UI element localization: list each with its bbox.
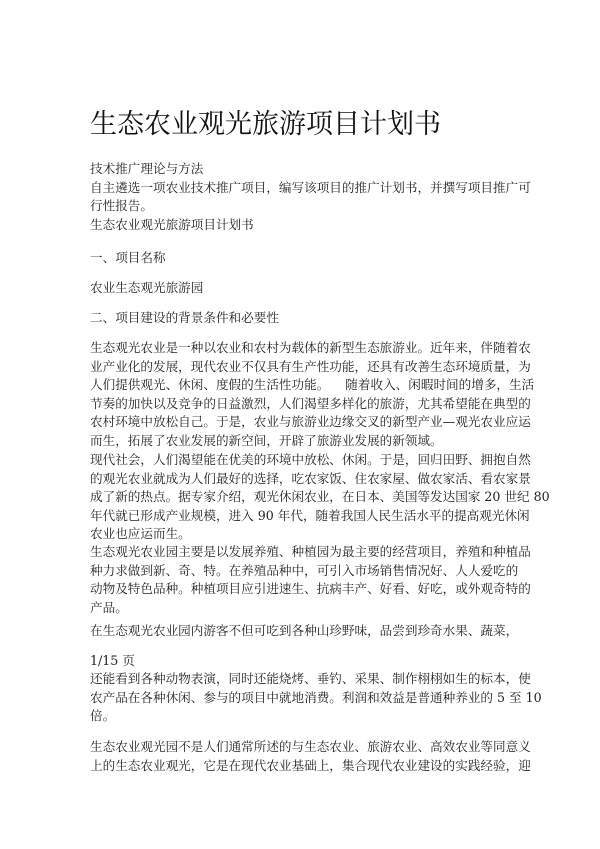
intro-line: 生态农业观光旅游项目计划书: [90, 216, 254, 232]
section-heading: [90, 249, 520, 268]
project-name: 农业生态观光旅游园: [90, 280, 204, 295]
intro-block: [90, 160, 531, 234]
paragraph-line: 现代社会，人们渴望能在优美的环境中放松、休闲。于是，回归田野、拥抱自然: [90, 452, 531, 467]
paragraph-line: 成了新的热点。据专家介绍，观光休闲农业，在日本、美国等发达国家 20 世纪 80: [90, 489, 550, 504]
intro-line: 行性报告。: [90, 198, 153, 213]
intro-line: 技术推广理论与方法: [90, 161, 204, 176]
paragraph-line: 农业也应运而生。: [90, 526, 191, 541]
paragraph-4: [90, 622, 520, 641]
section-2-heading: 二、项目建设的背景条件和必要性: [90, 310, 279, 325]
intro-line: 自主遴选一项农业技术推广项目，编写该项目的推广计划书，并撰写项目推广可: [90, 179, 531, 195]
paragraph-line: 还能看到各种动物表演，同时还能烧烤、垂钓、采果、制作栩栩如生的标本，使: [90, 671, 531, 686]
paragraph-line: 业产业化的发展，现代农业不仅具有生产性功能，还具有改善生态环境质量，为: [90, 358, 531, 374]
paragraph-line: 农产品在各种休闲、参与的项目中就地消费。利润和效益是普通种养业的 5 至 10: [90, 689, 542, 705]
paragraph-line: 倍。: [90, 708, 116, 723]
paragraph-line: 农村环境中放松自己。于是，农业与旅游业边缘交叉的新型产业—观光农业应运: [90, 414, 531, 429]
paragraph-line: 生态观光农业是一种以农业和农村为载体的新型生态旅游业。近年来，伴随着农: [90, 340, 531, 355]
paragraph-6: [90, 738, 531, 775]
section-1-heading: 一、项目名称: [90, 250, 166, 265]
paragraph-line: 产品。: [90, 599, 128, 615]
paragraph-1: [90, 339, 535, 450]
page-number: 1/15 页: [90, 653, 135, 668]
project-name-block: [90, 279, 520, 298]
paragraph-line: 人们提供观光、休闲、度假的生活性功能。 随着收入、闲暇时间的增多，生活: [90, 377, 535, 392]
paragraph-line: 种力求做到新、奇、特。在养殖品种中，可引入市场销售情况好、人人爱吃的: [90, 562, 519, 578]
paragraph-line: 节奏的加快以及竞争的日益激烈，人们渴望多样化的旅游，尤其希望能在典型的: [90, 395, 531, 411]
document-title: 生态农业观光旅游项目计划书: [90, 109, 441, 140]
paragraph-line: 而生，拓展了农业发展的新空间，开辟了旅游业发展的新领域。: [90, 432, 443, 448]
paragraph-line: 在生态观光农业园内游客不但可吃到各种山珍野味，品尝到珍奇水果、蔬菜，: [90, 623, 519, 638]
paragraph-line: 年代就已形成产业规模，进入 90 年代，随着我国人民生活水平的提高观光休闲: [90, 507, 530, 523]
paragraph-5: [90, 670, 542, 726]
paragraph-line: 的观光农业就成为人们最好的选择，吃农家饭、住农家屋、做农家活、看农家景: [90, 470, 531, 486]
page-number-block: [90, 652, 520, 671]
paragraph-line: 生态观光农业园主要是以发展养殖、种植园为最主要的经营项目，养殖和种植品: [90, 544, 531, 559]
paragraph-line: 生态农业观光园不是人们通常所述的与生态农业、旅游农业、高效农业等同意义: [90, 739, 531, 754]
paragraph-line: 上的生态农业观光，它是在现代农业基础上，集合现代农业建设的实践经验，迎: [90, 757, 531, 773]
section-heading: [90, 309, 520, 328]
paragraph-3: [90, 543, 531, 617]
paragraph-2: [90, 451, 550, 544]
paragraph-line: 动物及特色品种。种植项目应引进速生、抗病丰产、好看、好吃，或外观奇特的: [90, 581, 531, 596]
